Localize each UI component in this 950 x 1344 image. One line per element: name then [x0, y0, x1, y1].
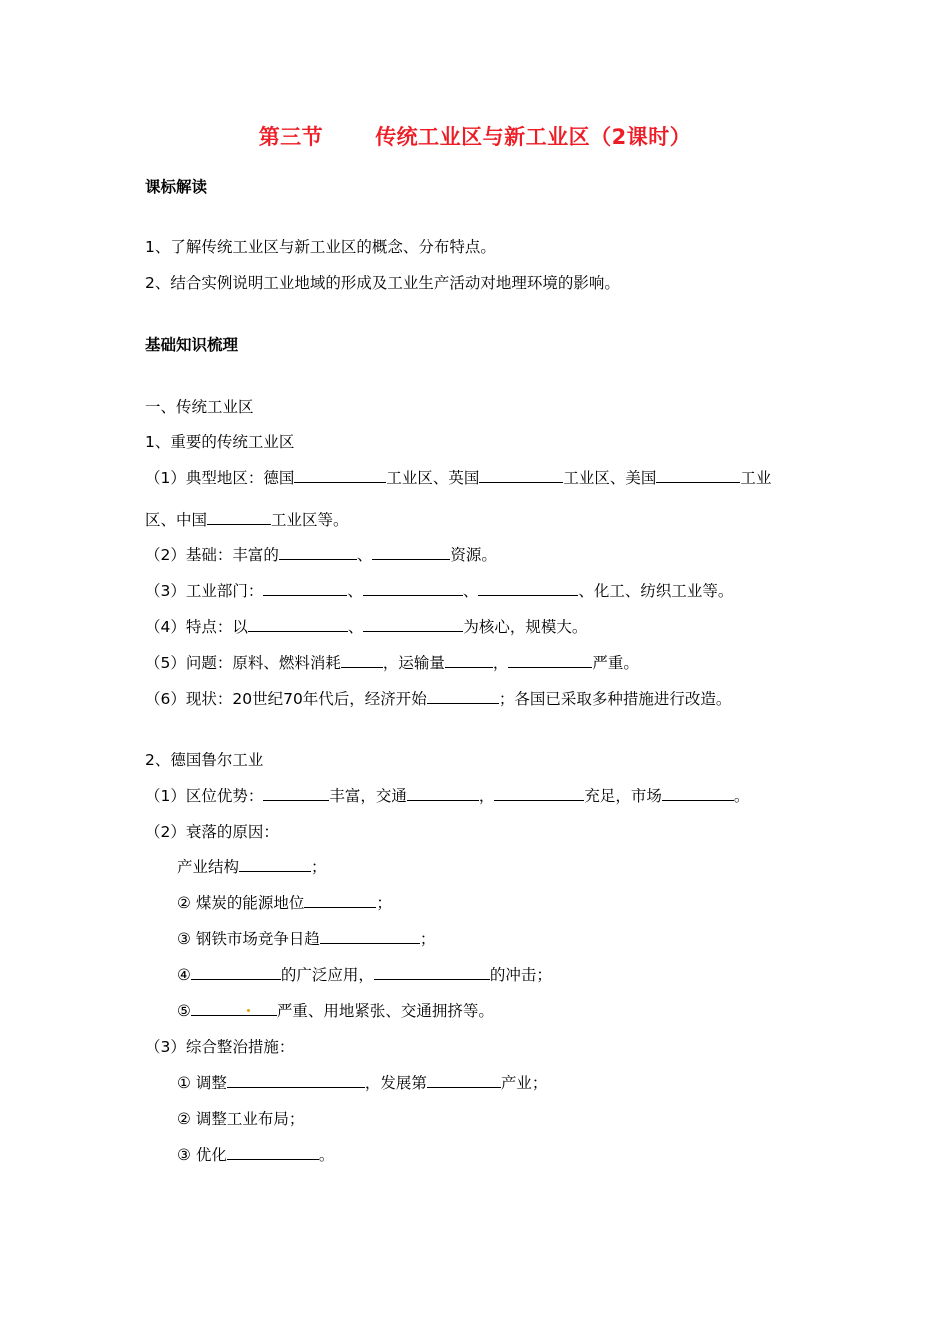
- fill-blank[interactable]: [427, 689, 499, 704]
- decline-reason-1: 产业结构 ；: [177, 858, 327, 876]
- fill-blank[interactable]: [363, 617, 463, 632]
- fill-blank[interactable]: [508, 653, 592, 668]
- fill-blank[interactable]: [248, 617, 348, 632]
- fill-blank[interactable]: [320, 929, 420, 944]
- fill-blank[interactable]: [374, 965, 490, 980]
- decline-reason-5: ⑤ 严重、用地紧张、交通拥挤等。: [177, 1002, 494, 1020]
- ruhr-item-3: （3）综合整治措施：: [145, 1038, 295, 1056]
- fill-blank[interactable]: [279, 545, 357, 560]
- fill-blank[interactable]: [263, 786, 329, 801]
- fill-blank[interactable]: [478, 581, 578, 596]
- fill-blank[interactable]: [656, 468, 740, 483]
- fill-blank[interactable]: [372, 545, 450, 560]
- measure-1: ① 调整 ，发展第 产业；: [177, 1074, 548, 1092]
- jichu-heading: 基础知识梳理: [145, 336, 239, 354]
- question-4: （4）特点：以 、 为核心，规模大。: [145, 618, 588, 636]
- kebiao-item-1: 1、了解传统工业区与新工业区的概念、分布特点。: [145, 238, 496, 256]
- decline-reason-2: ② 煤炭的能源地位 ；: [177, 894, 392, 912]
- fill-blank[interactable]: [363, 581, 463, 596]
- question-1: （1）典型地区：德国 工业区、英国 工业区、美国 工业: [145, 469, 772, 487]
- ruhr-item-1: （1）区位优势： 丰富，交通 ， 充足，市场 。: [145, 787, 750, 805]
- ruhr-item-2: （2）衰落的原因：: [145, 823, 279, 841]
- question-1-cont: 区、中国 工业区等。: [145, 511, 349, 529]
- fill-blank[interactable]: [407, 786, 479, 801]
- fill-blank[interactable]: [494, 786, 584, 801]
- question-5: （5）问题：原料、燃料消耗 ，运输量 ， 严重。: [145, 654, 639, 672]
- fill-blank[interactable]: [227, 1145, 319, 1160]
- decline-reason-3: ③ 钢铁市场竞争日趋 ；: [177, 930, 436, 948]
- subsection-1-heading: 1、重要的传统工业区: [145, 433, 295, 451]
- measure-3: ③ 优化 。: [177, 1146, 335, 1164]
- fill-blank[interactable]: [227, 1073, 365, 1088]
- question-2: （2）基础：丰富的 、 资源。: [145, 546, 497, 564]
- title-section: 第三节: [258, 125, 324, 149]
- fill-blank[interactable]: [479, 468, 563, 483]
- fill-blank[interactable]: [341, 653, 383, 668]
- kebiao-item-2: 2、结合实例说明工业地域的形成及工业生产活动对地理环境的影响。: [145, 274, 620, 292]
- fill-blank[interactable]: [191, 965, 281, 980]
- fill-blank[interactable]: [294, 468, 386, 483]
- fill-blank[interactable]: [662, 786, 734, 801]
- fill-blank[interactable]: [263, 581, 347, 596]
- title-topic: 传统工业区与新工业区（2课时）: [375, 125, 692, 149]
- measure-2: ② 调整工业布局；: [177, 1110, 305, 1128]
- subsection-2-heading: 2、德国鲁尔工业: [145, 751, 264, 769]
- fill-blank[interactable]: [207, 510, 271, 525]
- fill-blank[interactable]: [304, 893, 376, 908]
- fill-blank[interactable]: [427, 1073, 501, 1088]
- decline-reason-4: ④ 的广泛应用， 的冲击；: [177, 966, 552, 984]
- question-3: （3）工业部门： 、 、 、化工、纺织工业等。: [145, 582, 734, 600]
- section-1-heading: 一、传统工业区: [145, 398, 254, 416]
- page-title: [0, 121, 950, 151]
- fill-blank[interactable]: [445, 653, 493, 668]
- kebiao-heading: 课标解读: [145, 178, 208, 196]
- question-6: （6）现状：20世纪70年代后，经济开始 ；各国已采取多种措施进行改造。: [145, 690, 732, 708]
- fill-blank[interactable]: [239, 857, 311, 872]
- fill-blank[interactable]: [191, 1001, 277, 1016]
